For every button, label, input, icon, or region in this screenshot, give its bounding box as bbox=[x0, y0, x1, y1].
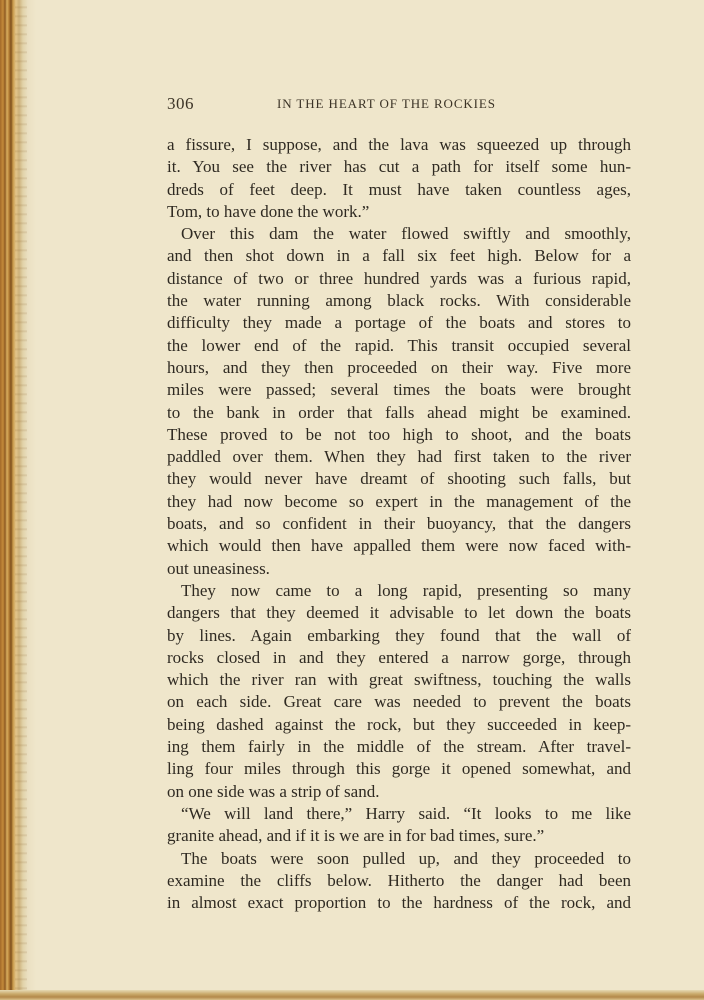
page-number: 306 bbox=[167, 94, 194, 113]
text-line: on each side. Great care was needed to prevent the boats bbox=[167, 692, 631, 712]
text-line: by lines. Again embarking they found that the wall of bbox=[167, 625, 631, 645]
text-line: which would then have appalled them were now faced with- bbox=[167, 536, 631, 556]
text-line: Over this dam the water flowed swiftly and smoothly, bbox=[181, 224, 631, 244]
text-line: ling four miles through this gorge it opened somewhat, and bbox=[167, 759, 631, 779]
text-line: and then shot down in a fall six feet high. Below for a bbox=[167, 246, 631, 266]
page-header bbox=[167, 94, 631, 116]
text-line: ing them fairly in the middle of the stream. After travel- bbox=[167, 737, 631, 757]
text-line: the lower end of the rapid. This transit occupied several bbox=[167, 335, 631, 355]
text-line: examine the cliffs below. Hitherto the danger had been bbox=[167, 870, 631, 890]
text-line: on one side was a strip of sand. bbox=[167, 781, 380, 801]
text-line: boats, and so confident in their buoyancy, that the dangers bbox=[167, 514, 631, 534]
text-line: rocks closed in and they entered a narrow gorge, through bbox=[167, 647, 631, 667]
text-line: they had now become so expert in the management of the bbox=[167, 491, 631, 511]
body-text bbox=[167, 134, 631, 914]
running-title: IN THE HEART OF THE ROCKIES bbox=[277, 96, 496, 111]
page-bottom-edge bbox=[0, 990, 704, 1000]
text-line: dangers that they deemed it advisable to let down the boats bbox=[167, 603, 631, 623]
text-line: miles were passed; several times the boats were brought bbox=[167, 380, 631, 400]
text-line: hours, and they then proceeded on their way. Five more bbox=[167, 357, 631, 377]
text-line: paddled over them. When they had first taken to the river bbox=[167, 447, 631, 467]
text-line: “We will land there,” Harry said. “It looks to me like bbox=[181, 803, 631, 823]
binding-texture bbox=[15, 0, 27, 1000]
text-line: The boats were soon pulled up, and they proceeded to bbox=[181, 848, 631, 868]
text-line: a fissure, I suppose, and the lava was squeezed up through bbox=[167, 135, 631, 154]
text-line: which the river ran with great swiftness, touching the walls bbox=[167, 670, 631, 690]
text-line: to the bank in order that falls ahead might be examined. bbox=[167, 402, 631, 422]
text-line: They now came to a long rapid, presenting so many bbox=[181, 580, 631, 600]
text-line: dreds of feet deep. It must have taken countless ages, bbox=[167, 179, 631, 199]
text-line: the water running among black rocks. With considerable bbox=[167, 291, 631, 311]
text-line: These proved to be not too high to shoot, and the boats bbox=[167, 424, 631, 444]
text-line: granite ahead, and if it is we are in for bad times, sure.” bbox=[167, 826, 545, 846]
text-line: difficulty they made a portage of the boats and stores to bbox=[167, 313, 631, 333]
text-line: being dashed against the rock, but they succeeded in keep- bbox=[167, 714, 631, 734]
text-line: they would never have dreamt of shooting such falls, but bbox=[167, 469, 631, 489]
text-line: out uneasiness. bbox=[167, 558, 270, 578]
text-line: in almost exact proportion to the hardness of the rock, and bbox=[167, 893, 631, 913]
text-line: distance of two or three hundred yards was a furious rapid, bbox=[167, 268, 631, 288]
text-line: it. You see the river has cut a path for itself some hun- bbox=[167, 157, 631, 177]
text-line: Tom, to have done the work.” bbox=[167, 201, 370, 221]
